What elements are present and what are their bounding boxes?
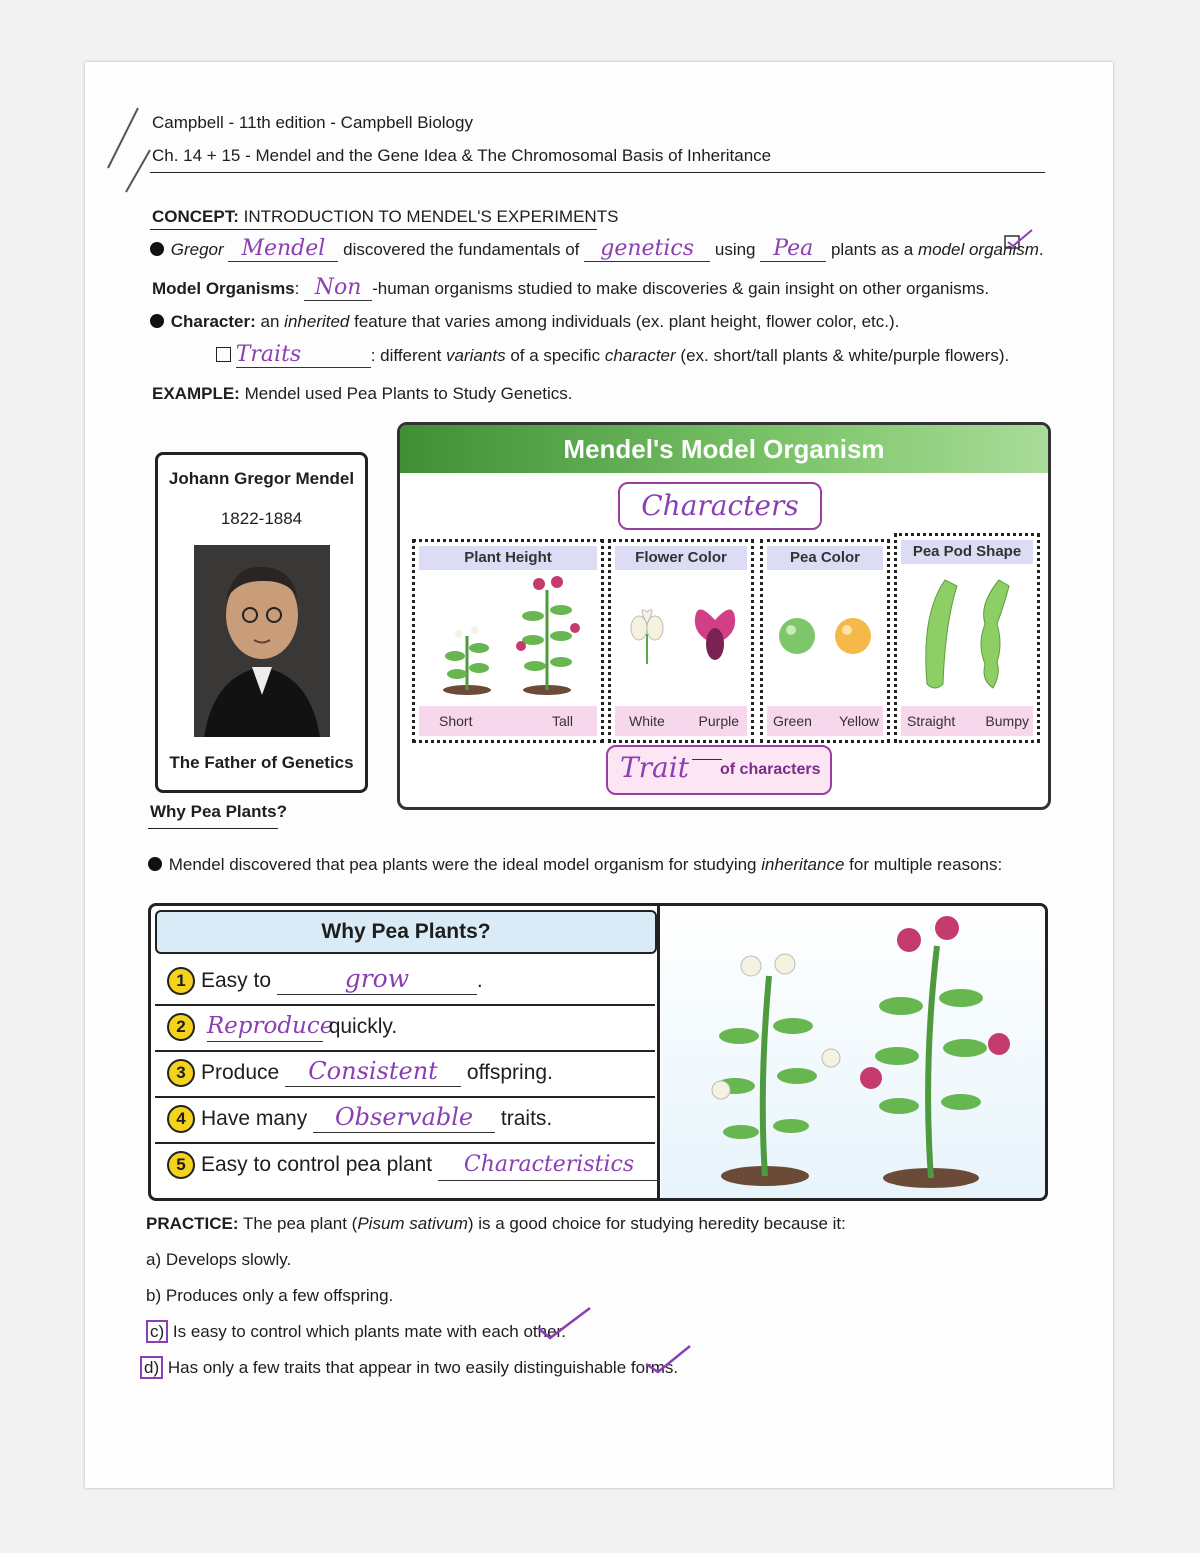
text-traits-example: (ex. short/tall plants & white/purple flowers).: [680, 346, 1010, 365]
text-discovered: discovered the fundamentals of: [343, 240, 580, 259]
mendel-name: Johann Gregor Mendel: [168, 469, 355, 488]
panel-title: Pea Pod Shape: [901, 540, 1033, 564]
panel-flower-color: [608, 539, 754, 743]
reason-text: Easy to control pea plant: [201, 1153, 433, 1176]
character-label: Character:: [170, 312, 256, 331]
text-variants: variants: [446, 346, 506, 365]
bullet-icon: [148, 857, 162, 871]
answer-grow: grow: [277, 964, 477, 995]
text-colon: :: [294, 279, 300, 298]
option-letter-circled: d): [140, 1356, 163, 1379]
reason-row: [155, 1004, 655, 1052]
trait-purple: Purple: [698, 713, 739, 729]
option-letter-circled: c): [146, 1320, 168, 1343]
concept-title: INTRODUCTION TO MENDEL'S EXPERIMENTS: [243, 207, 619, 226]
trait-bumpy: Bumpy: [985, 713, 1029, 729]
panel-title: Plant Height: [419, 546, 597, 570]
number-badge: 3: [167, 1059, 195, 1087]
pea-plants-drawing: [661, 906, 1039, 1192]
gregor-sentence: [150, 236, 1044, 262]
example-line: [152, 384, 573, 404]
answer-pea: Pea: [760, 236, 826, 262]
panel-foot: [419, 706, 597, 736]
pea-pod-illustration: [905, 574, 1029, 698]
text-inherited: inherited: [284, 312, 350, 331]
text-model-organism: model organism: [917, 240, 1039, 259]
mendel-card: [155, 452, 368, 793]
characters-note: Characters: [641, 489, 799, 522]
why-intro: [148, 855, 1002, 875]
why-heading: Why Pea Plants?: [150, 802, 287, 821]
option-text: Develops slowly.: [165, 1250, 292, 1269]
option-letter: b): [146, 1286, 162, 1305]
panel-pea-color: [760, 539, 890, 743]
number-badge: 5: [167, 1151, 195, 1179]
answer-observable: Observable: [313, 1102, 495, 1133]
practice-species: Pisum sativum: [357, 1214, 468, 1233]
trait-note-box: [606, 745, 832, 795]
panel-title: Flower Color: [615, 546, 747, 570]
text-period: .: [1038, 240, 1044, 259]
pea-plants-illustration: [661, 906, 1045, 1198]
reason-text: Produce: [201, 1061, 280, 1084]
reason-end: .: [476, 969, 483, 992]
text-plants-as: plants as a: [830, 240, 914, 259]
mendel-years: 1822-1884: [220, 509, 303, 528]
practice-question: [146, 1214, 846, 1234]
text-gregor: Gregor: [170, 240, 224, 259]
answer-non: Non: [304, 275, 372, 301]
answer-characteristics: Characteristics: [438, 1150, 660, 1181]
chapter-title: Ch. 14 + 15 - Mendel and the Gene Idea & The Chromosomal Basis of Inheritance: [152, 146, 772, 165]
trait-short: Short: [439, 713, 473, 729]
model-organisms-label: Model Organisms: [152, 279, 295, 298]
why-pea-plants-table: [148, 903, 1048, 1201]
margin-pen-mark: [100, 100, 160, 200]
text-model-definition: -human organisms studied to make discoveries & gain insight on other organisms.: [372, 279, 990, 298]
concept-underline: [150, 229, 597, 230]
flower-color-illustration: [617, 594, 745, 684]
why-table-title: Why Pea Plants?: [155, 910, 657, 954]
text-character-definition: feature that varies among individuals (ex. plant height, flower color, etc.).: [354, 312, 900, 331]
practice-text-start: The pea plant (: [242, 1214, 358, 1233]
reason-row: [155, 1096, 655, 1144]
answer-mendel: Mendel: [228, 236, 338, 262]
trait-straight: Straight: [907, 713, 956, 729]
plant-height-illustration: [429, 576, 589, 696]
text-inheritance: inheritance: [761, 855, 845, 874]
option-c[interactable]: [146, 1322, 566, 1342]
model-organism-title: Mendel's Model Organism: [400, 425, 1048, 473]
book-title: Campbell - 11th edition - Campbell Biology: [152, 113, 473, 132]
practice-text-end: ) is a good choice for studying heredity because it:: [467, 1214, 846, 1233]
practice-label: PRACTICE:: [146, 1214, 239, 1233]
reason-text: Easy to: [201, 969, 272, 992]
mendel-portrait: [194, 545, 330, 737]
option-a[interactable]: [146, 1250, 291, 1270]
panel-foot: [901, 706, 1033, 736]
why-heading-underline: [148, 828, 278, 829]
text-using: using: [714, 240, 756, 259]
header-rule: [150, 172, 1045, 173]
trait-note: Trait: [620, 751, 689, 784]
panel-foot: [615, 706, 747, 736]
panel-foot: [767, 706, 883, 736]
option-text: Produces only a few offspring.: [165, 1286, 394, 1305]
number-badge: 2: [167, 1013, 195, 1041]
model-organism-box: [397, 422, 1051, 810]
why-intro-text: Mendel discovered that pea plants were the ideal model organism for studying: [168, 855, 757, 874]
bullet-icon: [150, 242, 164, 256]
number-badge: 1: [167, 967, 195, 995]
mendel-caption: The Father of Genetics: [169, 753, 354, 772]
panel-pea-pod-shape: [894, 533, 1040, 743]
answer-reproduce: Reproduce: [207, 1011, 323, 1042]
option-d[interactable]: [140, 1358, 678, 1378]
trait-green: Green: [773, 713, 812, 729]
reason-row: [155, 958, 655, 1006]
option-text: Has only a few traits that appear in two easily distinguishable forms.: [167, 1358, 679, 1377]
pea-color-illustration: [767, 608, 883, 668]
text-an: an: [260, 312, 280, 331]
panel-title: Pea Color: [767, 546, 883, 570]
mendel-portrait-image: [194, 545, 330, 737]
example-label: EXAMPLE:: [152, 384, 240, 403]
panel-plant-height: [412, 539, 604, 743]
checkbox-empty-icon: [216, 347, 231, 362]
checkmark-icon: [644, 1342, 694, 1378]
trait-suffix: of characters: [720, 761, 821, 778]
reason-text: Have many: [201, 1107, 308, 1130]
reason-row: [155, 1050, 655, 1098]
trait-note-underline: [692, 759, 722, 760]
reason-end: quickly.: [328, 1015, 398, 1038]
why-reasons-column: [151, 906, 660, 1198]
traits-sentence: [216, 342, 1009, 368]
checkbox-checked-icon: [1002, 228, 1036, 252]
bullet-icon: [150, 314, 164, 328]
model-organisms-sentence: [152, 275, 989, 301]
trait-yellow: Yellow: [839, 713, 879, 729]
text-of-a-specific: of a specific: [510, 346, 601, 365]
option-b[interactable]: [146, 1286, 393, 1306]
reason-end: offspring.: [466, 1061, 553, 1084]
reason-end: traits.: [500, 1107, 553, 1130]
why-intro-end: for multiple reasons:: [849, 855, 1003, 874]
option-text: Is easy to control which plants mate with each other.: [172, 1322, 566, 1341]
characters-note-box: [618, 482, 822, 530]
answer-traits: Traits: [236, 342, 371, 368]
text-different: : different: [370, 346, 442, 365]
reason-row: [155, 1142, 655, 1188]
text-character: character: [604, 346, 676, 365]
concept-heading: [152, 207, 618, 227]
option-letter: a): [146, 1250, 162, 1269]
answer-genetics: genetics: [584, 236, 710, 262]
concept-label: CONCEPT:: [152, 207, 239, 226]
checkmark-icon: [534, 1304, 594, 1344]
number-badge: 4: [167, 1105, 195, 1133]
trait-white: White: [629, 713, 665, 729]
character-sentence: [150, 312, 899, 332]
answer-consistent: Consistent: [285, 1056, 461, 1087]
example-text: Mendel used Pea Plants to Study Genetics.: [244, 384, 573, 403]
trait-tall: Tall: [551, 713, 573, 729]
